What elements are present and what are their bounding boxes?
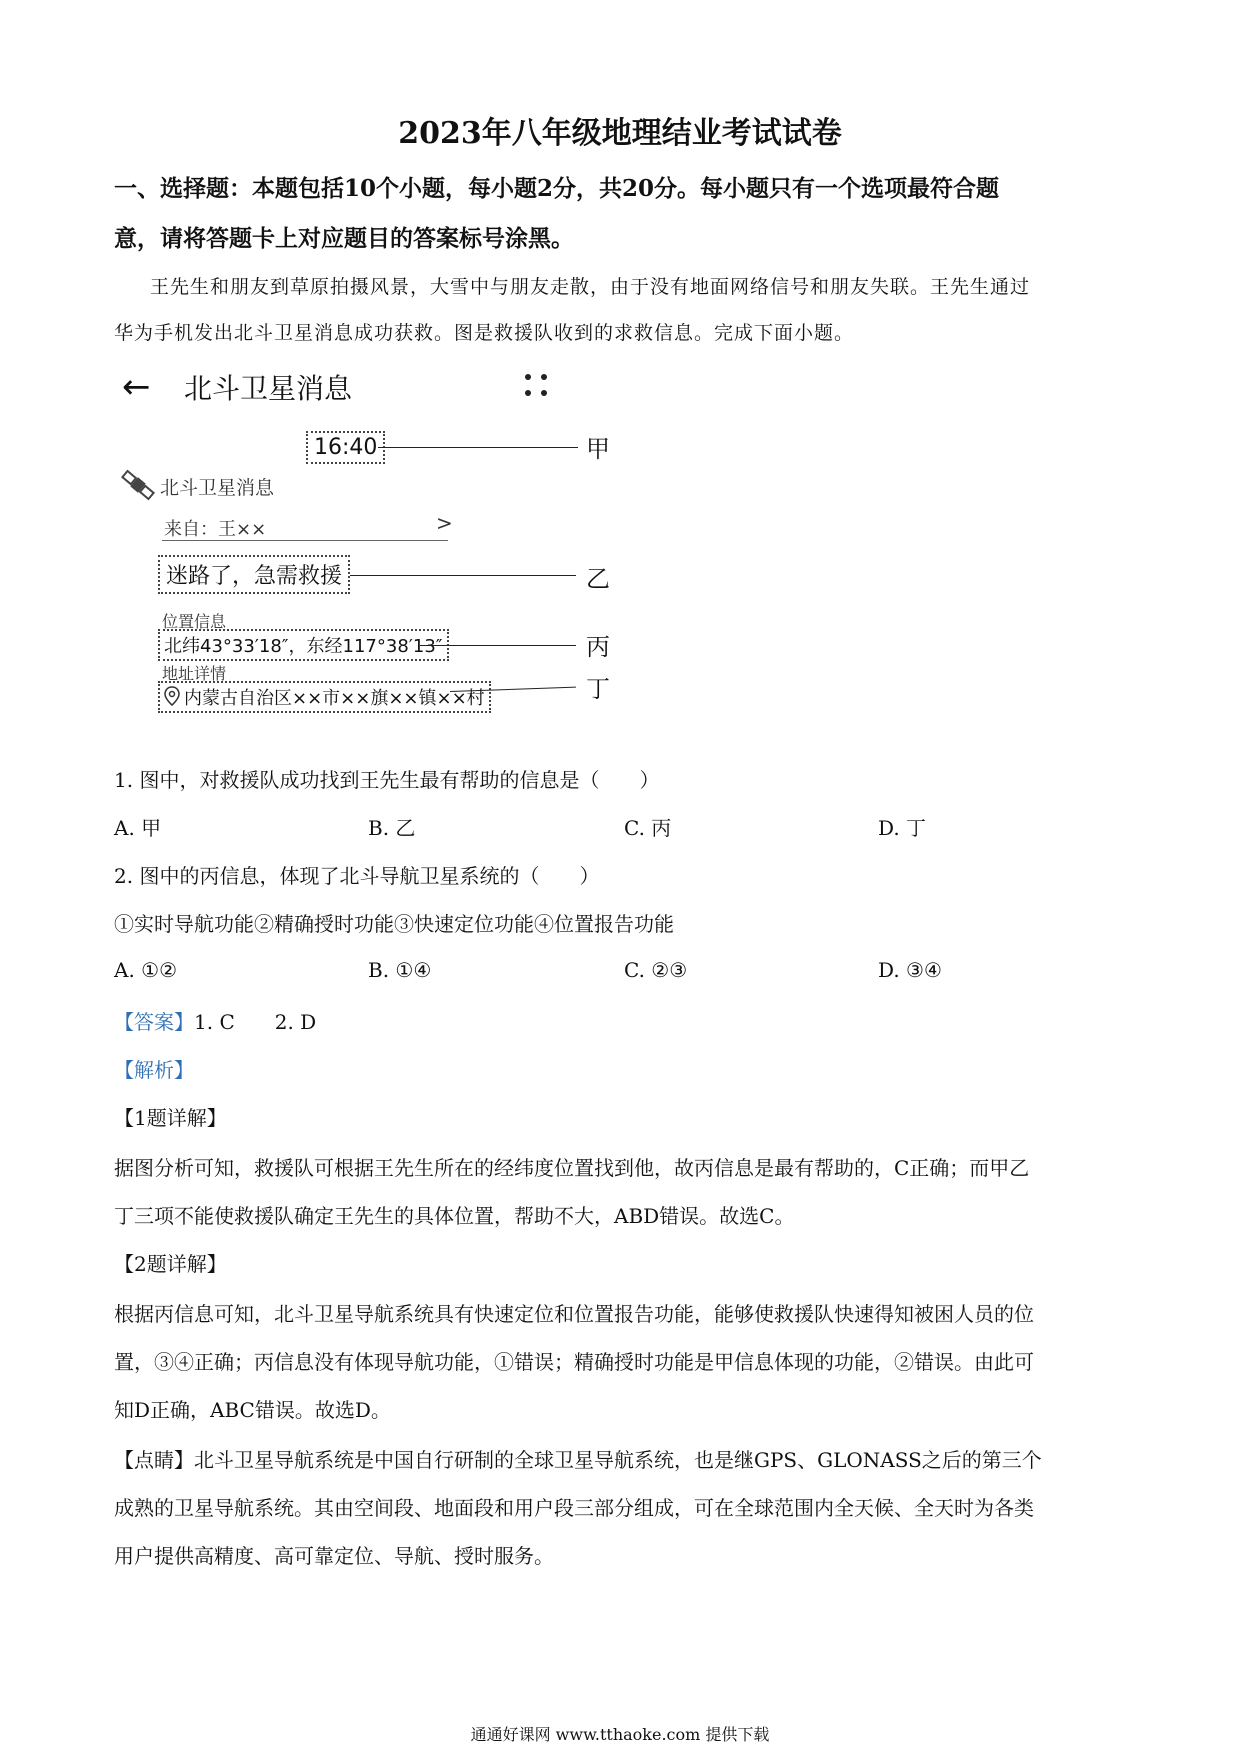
figure-header-title: 北斗卫星消息: [184, 372, 353, 405]
q1-option-d: D. 丁: [878, 816, 927, 840]
comment-line3: 用户提供高精度、高可靠定位、导航、授时服务。: [114, 1544, 554, 1568]
pointer-line-jia: [378, 447, 578, 448]
section-instructions-line2: 意，请将答题卡上对应题目的答案标号涂黑。: [114, 225, 574, 252]
question-2-stem: 2. 图中的丙信息，体现了北斗导航卫星系统的（ ）: [114, 864, 600, 888]
more-dots-icon: [522, 371, 552, 401]
answer-line: [114, 1006, 316, 1035]
detail-1-line2: 丁三项不能使救援队确定王先生的具体位置，帮助不大，ABD错误。故选C。: [114, 1204, 795, 1228]
detail-1-line1: 据图分析可知，救援队可根据王先生所在的经纬度位置找到他，故丙信息是最有帮助的，C正确；而甲乙: [114, 1156, 1030, 1180]
analysis-tag: 【解析】: [114, 1058, 194, 1082]
label-bing: 丙: [586, 633, 610, 661]
answer-tag: 【答案】: [114, 1010, 194, 1034]
comment-line2: 成熟的卫星导航系统。其由空间段、地面段和用户段三部分组成，可在全球范围内全天候、全天时为各类: [114, 1496, 1034, 1520]
address-box: [158, 681, 491, 713]
page-footer: 通通好课网 www.tthaoke.com 提供下载: [470, 1725, 770, 1744]
page-title: 2023年八年级地理结业考试试卷: [398, 116, 842, 151]
comment-line1: [114, 1444, 1042, 1473]
q1-option-b: B. 乙: [368, 816, 416, 840]
q2-option-b: B. ①④: [368, 958, 432, 982]
time-box: 16:40: [306, 431, 385, 464]
detail-1-heading: 【1题详解】: [114, 1106, 227, 1130]
address-detail-title: 地址详情: [162, 664, 227, 683]
satellite-icon: [120, 467, 156, 503]
comment-tag: 【点睛】: [114, 1448, 194, 1472]
question-1-stem: 1. 图中，对救援队成功找到王先生最有帮助的信息是（ ）: [114, 768, 660, 792]
comment-text-1: 北斗卫星导航系统是中国自行研制的全球卫星导航系统，也是继GPS、GLONASS之后的第三个: [194, 1448, 1042, 1472]
coordinates-box: 北纬43°33′18″，东经117°38′13″: [158, 629, 449, 661]
back-arrow-icon: ←: [122, 367, 151, 407]
q2-option-d: D. ③④: [878, 958, 942, 982]
label-ding: 丁: [586, 675, 610, 703]
question-2-list: ①实时导航功能②精确授时功能③快速定位功能④位置报告功能: [114, 912, 674, 936]
detail-2-line1: 根据丙信息可知，北斗卫星导航系统具有快速定位和位置报告功能，能够使救援队快速得知被困人员的位: [114, 1302, 1034, 1326]
passage-line1: 王先生和朋友到草原拍摄风景，大雪中与朋友走散，由于没有地面网络信号和朋友失联。王先生通过: [150, 276, 1031, 298]
section-instructions-line1: 一、选择题：本题包括10个小题，每小题2分，共20分。每小题只有一个选项最符合题: [114, 175, 1000, 202]
label-jia: 甲: [586, 435, 610, 463]
q2-option-c: C. ②③: [624, 958, 688, 982]
position-info-title: 位置信息: [162, 612, 227, 631]
q2-option-a: A. ①②: [114, 958, 178, 982]
sender-divider: [162, 540, 448, 541]
q1-option-c: C. 丙: [624, 816, 672, 840]
q1-option-a: A. 甲: [114, 816, 162, 840]
location-pin-icon: [164, 686, 180, 706]
detail-2-line3: 知D正确，ABC错误。故选D。: [114, 1398, 391, 1422]
sender-from: 来自：王××: [164, 519, 267, 540]
detail-2-heading: 【2题详解】: [114, 1252, 227, 1276]
pointer-line-yi: [350, 575, 576, 576]
detail-2-line2: 置，③④正确；丙信息没有体现导航功能，①错误；精确授时功能是甲信息体现的功能，②错误。由此可: [114, 1350, 1034, 1374]
message-box: 迷路了，急需救援: [158, 555, 350, 594]
chevron-right-icon: >: [436, 511, 453, 535]
pointer-line-bing: [420, 645, 576, 646]
label-yi: 乙: [586, 565, 610, 593]
satellite-message-label: 北斗卫星消息: [160, 477, 275, 499]
address-text: 内蒙古自治区××市××旗××镇××村: [184, 688, 485, 709]
beidou-message-figure: [114, 355, 654, 735]
passage-line2: 华为手机发出北斗卫星消息成功获救。图是救援队收到的求救信息。完成下面小题。: [114, 322, 855, 344]
answer-text: 1. C 2. D: [194, 1010, 317, 1034]
